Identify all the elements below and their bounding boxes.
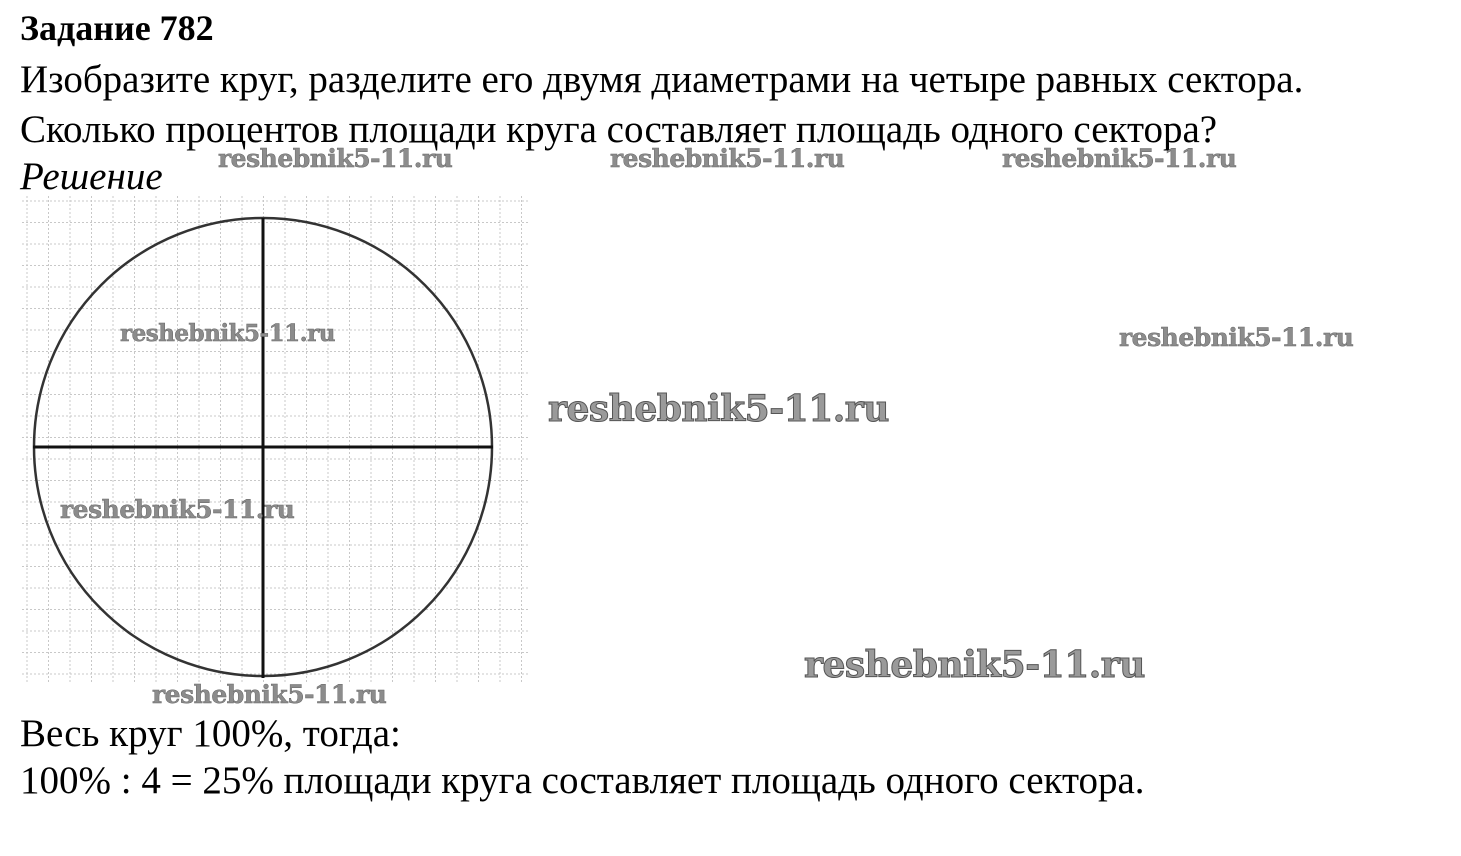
- answer-line-1: Весь круг 100%, тогда:: [20, 712, 401, 755]
- solution-label: Решение: [20, 155, 163, 198]
- watermark: reshebnik5-11.ru: [60, 495, 295, 524]
- circle-figure: [22, 196, 528, 684]
- watermark: reshebnik5-11.ru: [804, 644, 1145, 686]
- task-text-line-1: Изобразите круг, разделите его двумя диаметрами на четыре равных сектора.: [20, 58, 1304, 101]
- answer-line-2: 100% : 4 = 25% площади круга составляет площадь одного сектора.: [20, 759, 1145, 802]
- watermark: reshebnik5-11.ru: [1002, 144, 1237, 173]
- watermark: reshebnik5-11.ru: [120, 320, 335, 347]
- grid-paper: [22, 196, 528, 684]
- task-text-line-2: Сколько процентов площади круга составляет площадь одного сектора?: [20, 108, 1218, 151]
- watermark: reshebnik5-11.ru: [152, 680, 387, 709]
- watermark: reshebnik5-11.ru: [610, 144, 845, 173]
- watermark: reshebnik5-11.ru: [548, 388, 889, 430]
- task-title: Задание 782: [20, 8, 214, 48]
- watermark: reshebnik5-11.ru: [218, 144, 453, 173]
- watermark: reshebnik5-11.ru: [1119, 323, 1354, 352]
- circle-diagram-svg: [22, 196, 528, 684]
